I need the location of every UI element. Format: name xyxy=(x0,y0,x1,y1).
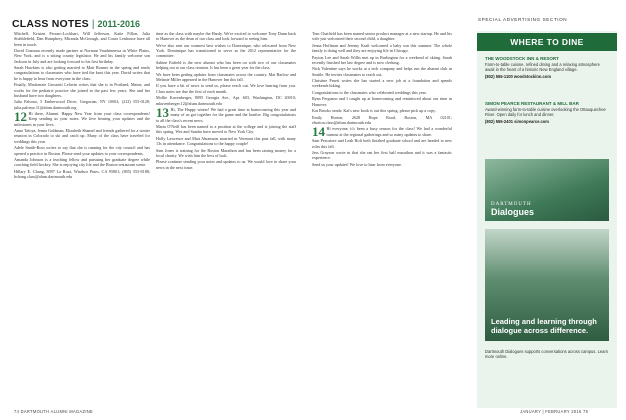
ad-body: Dartmouth Dialogues supports conversations across campus. Learn more online. xyxy=(485,349,609,360)
photo-caption: Leading and learning through dialogue across difference. xyxy=(491,317,597,335)
note-paragraph: Christine Pruett writes she has started a new job at a foundation and spends weekends hiking. xyxy=(312,78,452,89)
note-paragraph: Sabine Enfield is the new alumni who has been on with two of our classmates helping out at our class reunion. It has been a great year for the class. xyxy=(156,59,296,71)
note-paragraph: Holly Lawrence and Matt Abramson married in Vermont this past fall, with many 13s in attendance. Congratulations to the happy couple! xyxy=(156,135,296,147)
note-paragraph: Sarah Hawkins is also getting married to Matt Bonner in the spring and sends congratulations to classmates who have tied the knot this year. David writes that he is happy to hear from everyone in the class. xyxy=(14,65,150,81)
restaurant-contact[interactable]: (802) 555-2401 simonpearce.com xyxy=(485,118,549,124)
note-paragraph: Payton Lee and Sarah Willis met up in Burlington for a weekend of skiing. Sarah recently finished her law degree and is now clerking. xyxy=(312,54,452,65)
note-paragraph: time as the class with maybe the Hardy. We're excited to welcome Tony Dunn back to Hanover as the dean of our class and look forward to seeing him. xyxy=(156,31,296,42)
dialogues-ad-text xyxy=(485,349,609,359)
correspondent-info: Hillary E. Chang, 8097 La Rosa, Windsor Pines, CA 95801; (805) 555-8188; hchang.class@alum.dartmouth.edu xyxy=(14,168,150,180)
where-to-dine-sidebar xyxy=(477,31,617,408)
restaurant-name: THE WOODSTOCK INN & RESORT xyxy=(485,56,559,61)
column-3 xyxy=(312,31,452,408)
note-paragraph: Tom Chatfield has been named senior product manager at a new startup. He and his wife just welcomed their second child, a daughter. xyxy=(312,31,452,42)
note-paragraph: Hi everyone, it's been a busy season for the class! We had a wonderful turnout at the regional gatherings and so many updates to share. xyxy=(326,126,452,137)
restaurant-ad xyxy=(485,56,609,79)
restaurant-ad xyxy=(485,101,609,124)
dialogues-photo xyxy=(485,229,609,341)
correspondent-info: Emily Horton, 2628 Hope Road, Boston, MA 02101; ehorton.class@alum.dartmouth.edu xyxy=(312,114,452,125)
note-paragraph: Mitchell, Kristen Ferraro-Lockhart, Will Jefferson, Katie Fillon, Julia Stubblefield, Dan Humphrey, Miranda McGeough, and Conor Lenhouse have all been in touch. xyxy=(14,31,150,47)
footer-left: 74 DARTMOUTH ALUMNI MAGAZINE xyxy=(14,409,94,414)
class-year-numeral: 13 xyxy=(156,104,169,120)
note-paragraph: Jenna Hoffman and Jeremy Kraft welcomed a baby son this summer. The whole family is doing well and they are enjoying life in Chicago. xyxy=(312,42,452,54)
note-paragraph: Hi, The Happy winter! We had a great time at homecoming this year and many of us got together for the game and the bonfire. Big congratulations to all the class's recent news. xyxy=(156,106,296,123)
note-paragraph: Amanda Johnson is a teaching fellow and pursuing her graduate degree while coaching field hockey. She is enjoying city life and the Boston restaurant scene. xyxy=(14,157,150,168)
section-header xyxy=(12,14,140,30)
restaurant-description: Award-winning farm-to-table cuisine overlooking the Ottauquechee River. Open daily for lunch and dinner. xyxy=(485,107,606,118)
note-paragraph: Sam Pescatore and Leah Holt both finished graduate school and are headed to new roles this fall. xyxy=(312,138,452,149)
section-years: 2011-2016 xyxy=(97,19,141,29)
note-paragraph: Adele Smith-Ross writes to say that she is running for the city council and has opened a practice in Boston. Please send your updates to your correspondents. xyxy=(14,145,150,156)
class-year-numeral: 12 xyxy=(14,109,27,125)
class-entry xyxy=(156,104,296,123)
note-paragraph: Congratulations to the classmates who celebrated weddings this year. xyxy=(312,89,427,95)
class-entry xyxy=(312,124,452,140)
note-paragraph: Ryan Ferguson and I caught up at homecoming and reminisced about our time in Hanover. xyxy=(312,96,452,107)
note-paragraph: Kat Brooks sends: Kat's new book is out this spring, please pick up a copy. xyxy=(312,108,436,114)
note-paragraph: Please continue sending your notes and updates to us. We would love to share your news in the next issue. xyxy=(156,159,296,170)
note-paragraph: Finally, Mackenzie Grossetti Lefavin writes that she is in Portland, Maine, and works for the pediatric practice she joined in the past few years. She and her husband have two daughters. xyxy=(14,82,150,98)
note-paragraph: Jess Grayson wrote in that she ran her first half marathon and it was a fantastic experience. xyxy=(312,150,452,161)
note-paragraph: If you have a bit of news to send us, please reach out. We love hearing from you. Class notes are due the first of each month. xyxy=(156,83,296,94)
note-paragraph: Sam Jones is training for the Boston Marathon and has been raising money for a local charity. We wish him the best of luck. xyxy=(156,147,296,158)
class-year-numeral: 14 xyxy=(312,124,325,140)
where-to-dine-banner: WHERE TO DINE xyxy=(477,33,617,51)
note-paragraph: We've also sent our warmest best wishes to Dominique, who relocated from New York. Dominique has transitioned to serve as the 2012 representative for the committee. xyxy=(156,42,296,59)
note-paragraph: David Guzman recently made partner at Norman Vaudrinenwa in White Plains, New York, and is a sitting county legislator. He and his family welcome son Jackson in July and are looking forward to his first birthday. xyxy=(14,48,150,64)
note-paragraph: Hi there, Alumni. Happy New Year from your class correspondents! Keep sending us your notes. We love hearing your updates and the milestones in your lives. xyxy=(14,111,150,127)
footer-right: JANUARY | FEBRUARY 2016 75 xyxy=(520,409,589,414)
note-paragraph: Maria O'Neill has been named to a position at the college and is joining the staff this spring. Wes and Sandra have moved to New York City. xyxy=(156,124,296,135)
correspondent-info: Mollie Kuvenberger, 8095 Georgia Ave., Apt. 603, Washington, DC 20010; mkuvenberger.12@alum.dartmouth.edu xyxy=(156,95,296,106)
restaurant-name: SIMON PEARCE RESTAURANT & MILL BAR xyxy=(485,101,579,106)
restaurant-contact[interactable]: (802) 555-1100 woodstockinn.com xyxy=(485,73,551,79)
dialogues-ad-image[interactable] xyxy=(485,159,609,221)
section-title: CLASS NOTES xyxy=(12,18,89,30)
note-paragraph: Anna Tafoya, Jenna Goldman, Elizabeth Shamel and friends gathered for a winter reunion in Colorado to ski and catch up. Many of the class have traveled for weddings this year. xyxy=(14,128,150,144)
correspondent-info: Julia Palomo, 5 Emberwood Drive, Gregorian, NY 10002; (212) 555-0128; julia.palomo.11@alum.dartmouth.org xyxy=(14,99,150,110)
note-paragraph: Nick Valentine says he works at a tech company and helps run the alumni club in Seattle. He invites classmates to reach out. xyxy=(312,66,452,77)
note-paragraph: Send us your updates! We love to hear from everyone. xyxy=(312,161,402,167)
column-1 xyxy=(14,31,150,408)
column-2 xyxy=(156,31,296,408)
ad-section-label: SPECIAL ADVERTISING SECTION xyxy=(478,17,568,22)
ad-title: Dialogues xyxy=(491,207,535,217)
note-paragraph: We have been getting updates from classmates across the country. Mat Barlow and Melanie Miller appeared in the Hanover Inn this fall. xyxy=(156,71,296,82)
header-separator: | xyxy=(91,19,95,30)
brand-label: DARTMOUTH xyxy=(491,202,532,207)
restaurant-description: Farm-to-table cuisine, refined dining and a relaxing atmosphere await in the heart of a historic New England village. xyxy=(485,62,600,73)
class-entry xyxy=(14,111,150,127)
